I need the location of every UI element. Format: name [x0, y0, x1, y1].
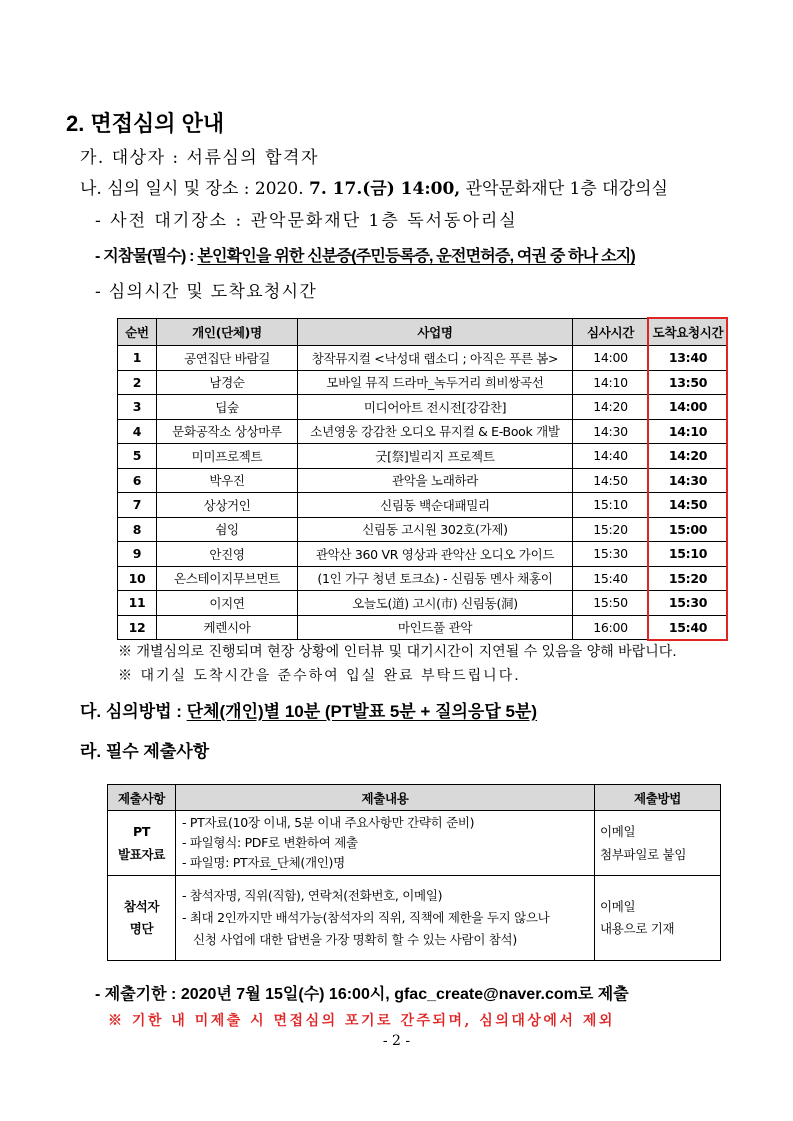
project-name: 소년영웅 강감찬 오디오 뮤지컬 & E-Book 개발 — [298, 419, 573, 444]
method-line — [80, 701, 537, 723]
review-time: 16:00 — [573, 615, 649, 640]
submission-item-line: PT — [132, 824, 151, 839]
applicant-name: 이지연 — [157, 591, 298, 616]
deadline-warning: ※ 기한 내 미제출 시 면접심의 포기로 간주되며, 심의대상에서 제외 — [108, 1013, 615, 1029]
table-row — [118, 468, 728, 493]
submission-content-line: - 파일형식: PDF로 변환하여 제출 — [182, 835, 358, 850]
project-name: (1인 가구 청년 토크쇼) - 신림동 멘사 채홍이 — [298, 566, 573, 591]
target-line: 가. 대상자 : 서류심의 합격자 — [80, 148, 319, 168]
method-detail: 단체(개인)별 10분 (PT발표 5분 + 질의응답 5분) — [186, 702, 538, 721]
arrival-time: 15:20 — [649, 566, 728, 591]
submission-content-line: - PT자료(10장 이내, 5분 이내 주요사항만 간략히 준비) — [182, 815, 475, 830]
header-applicant-name: 개인(단체)명 — [157, 319, 298, 346]
table-row — [118, 444, 728, 469]
project-name: 관악을 노래하라 — [298, 468, 573, 493]
applicant-name: 미미프로젝트 — [157, 444, 298, 469]
header-submission-method: 제출방법 — [595, 785, 721, 811]
project-name: 신림동 백순대패밀리 — [298, 493, 573, 518]
row-number: 9 — [118, 542, 157, 567]
row-number: 3 — [118, 395, 157, 420]
waiting-place-line: - 사전 대기장소 : 관악문화재단 1층 독서동아리실 — [95, 211, 518, 231]
applicant-name: 딥숲 — [157, 395, 298, 420]
project-name: 창작뮤지컬 <낙성대 랩소디 ; 아직은 푸른 봄> — [298, 346, 573, 371]
belongings-detail: 본인확인을 위한 신분증(주민등록증, 운전면허증, 여권 중 하나 소지) — [197, 248, 635, 265]
project-name: 관악산 360 VR 영상과 관악산 오디오 가이드 — [298, 542, 573, 567]
submission-content — [176, 811, 595, 876]
submission-method-line: 이메일 — [600, 824, 636, 839]
arrival-time: 14:30 — [649, 468, 728, 493]
note-arrival: ※ 대기실 도착시간을 준수하여 입실 완료 부탁드립니다. — [118, 668, 521, 684]
time-table-caption: - 심의시간 및 도착요청시간 — [95, 282, 318, 302]
applicant-name: 상상거인 — [157, 493, 298, 518]
project-name: 마인드풀 관악 — [298, 615, 573, 640]
schedule-line — [80, 178, 668, 200]
project-name: 신림동 고시원 302호(가제) — [298, 517, 573, 542]
project-name: 미디어아트 전시전[강감찬] — [298, 395, 573, 420]
arrival-time: 14:20 — [649, 444, 728, 469]
row-number: 5 — [118, 444, 157, 469]
arrival-time: 15:30 — [649, 591, 728, 616]
arrival-time: 15:10 — [649, 542, 728, 567]
applicant-name: 케렌시아 — [157, 615, 298, 640]
table-row — [118, 591, 728, 616]
review-time: 15:20 — [573, 517, 649, 542]
applicant-name: 안진영 — [157, 542, 298, 567]
row-number: 10 — [118, 566, 157, 591]
submission-method — [595, 811, 721, 876]
row-number: 8 — [118, 517, 157, 542]
header-review-time: 심사시간 — [573, 319, 649, 346]
row-number: 1 — [118, 346, 157, 371]
schedule-table — [117, 318, 728, 640]
table-row — [118, 566, 728, 591]
table-row — [118, 395, 728, 420]
header-submission-content: 제출내용 — [176, 785, 595, 811]
table-row — [108, 811, 721, 876]
schedule-prefix: 나. 심의 일시 및 장소 : 2020. — [80, 179, 310, 199]
review-time: 14:50 — [573, 468, 649, 493]
page-number: - 2 - — [382, 1033, 411, 1049]
submission-method-line: 첨부파일로 붙임 — [600, 847, 687, 862]
submission-item-line: 명단 — [129, 921, 154, 936]
row-number: 7 — [118, 493, 157, 518]
header-number: 순번 — [118, 319, 157, 346]
submission-content-line: 신청 사업에 대한 답변을 가장 명확히 할 수 있는 사람이 참석) — [193, 932, 517, 947]
review-time: 14:10 — [573, 370, 649, 395]
table-row — [118, 419, 728, 444]
submission-content-line: - 파일명: PT자료_단체(개인)명 — [182, 855, 345, 870]
table-row — [118, 493, 728, 518]
review-time: 14:40 — [573, 444, 649, 469]
applicant-name: 문화공작소 상상마루 — [157, 419, 298, 444]
arrival-time: 14:00 — [649, 395, 728, 420]
review-time: 14:00 — [573, 346, 649, 371]
table-row — [118, 517, 728, 542]
table-row — [118, 346, 728, 371]
row-number: 4 — [118, 419, 157, 444]
belongings-dash: - — [95, 248, 104, 265]
applicant-name: 공연집단 바람길 — [157, 346, 298, 371]
arrival-time: 15:40 — [649, 615, 728, 640]
applicant-name: 쉼잉 — [157, 517, 298, 542]
row-number: 2 — [118, 370, 157, 395]
submission-method-line: 이메일 — [600, 899, 636, 914]
schedule-place: 관악문화재단 1층 대강의실 — [460, 179, 668, 199]
belongings-label: 지참물(필수) : — [103, 248, 198, 265]
table-row — [108, 876, 721, 961]
submission-item-line: 발표자료 — [117, 847, 166, 862]
table-row — [118, 615, 728, 640]
review-time: 14:30 — [573, 419, 649, 444]
arrival-time: 14:50 — [649, 493, 728, 518]
submission-heading: 라. 필수 제출사항 — [80, 742, 210, 761]
arrival-time: 15:00 — [649, 517, 728, 542]
method-label: 다. 심의방법 : — [80, 702, 187, 721]
arrival-time: 13:50 — [649, 370, 728, 395]
submission-item — [108, 811, 176, 876]
arrival-time: 13:40 — [649, 346, 728, 371]
submission-content — [176, 876, 595, 961]
review-time: 15:50 — [573, 591, 649, 616]
header-project-name: 사업명 — [298, 319, 573, 346]
review-time: 14:20 — [573, 395, 649, 420]
table-row — [118, 542, 728, 567]
review-time: 15:10 — [573, 493, 649, 518]
table-header-row — [118, 319, 728, 346]
submission-method-line: 내용으로 기재 — [600, 921, 675, 936]
applicant-name: 온스테이지무브먼트 — [157, 566, 298, 591]
submission-content-line: - 참석자명, 직위(직함), 연락처(전화번호, 이메일) — [182, 888, 443, 903]
header-arrival-time: 도착요청시간 — [649, 319, 728, 346]
header-submission-item: 제출사항 — [108, 785, 176, 811]
project-name: 굿[祭]빌리지 프로젝트 — [298, 444, 573, 469]
submission-content-line: - 최대 2인까지만 배석가능(참석자의 직위, 직책에 제한을 두지 않으나 — [182, 910, 550, 925]
row-number: 12 — [118, 615, 157, 640]
project-name: 오늘도(道) 고시(市) 신림동(洞) — [298, 591, 573, 616]
note-delay: ※ 개별심의로 진행되며 현장 상황에 인터뷰 및 대기시간이 지연될 수 있음을 양해 바랍니다. — [118, 644, 677, 660]
submission-item — [108, 876, 176, 961]
table-row — [118, 370, 728, 395]
submission-method — [595, 876, 721, 961]
row-number: 11 — [118, 591, 157, 616]
belongings-line — [95, 246, 635, 268]
section-title: 2. 면접심의 안내 — [66, 111, 225, 136]
applicant-name: 남경순 — [157, 370, 298, 395]
applicant-name: 박우진 — [157, 468, 298, 493]
schedule-date-time: 7. 17.(금) 14:00, — [309, 179, 461, 199]
deadline-line: - 제출기한 : 2020년 7월 15일(수) 16:00시, gfac_create@naver.com로 제출 — [95, 986, 629, 1003]
review-time: 15:40 — [573, 566, 649, 591]
submission-item-line: 참석자 — [123, 899, 160, 914]
row-number: 6 — [118, 468, 157, 493]
project-name: 모바일 뮤직 드라마_녹두거리 희비쌍곡선 — [298, 370, 573, 395]
review-time: 15:30 — [573, 542, 649, 567]
submission-table — [107, 784, 721, 961]
table-header-row — [108, 785, 721, 811]
arrival-time: 14:10 — [649, 419, 728, 444]
